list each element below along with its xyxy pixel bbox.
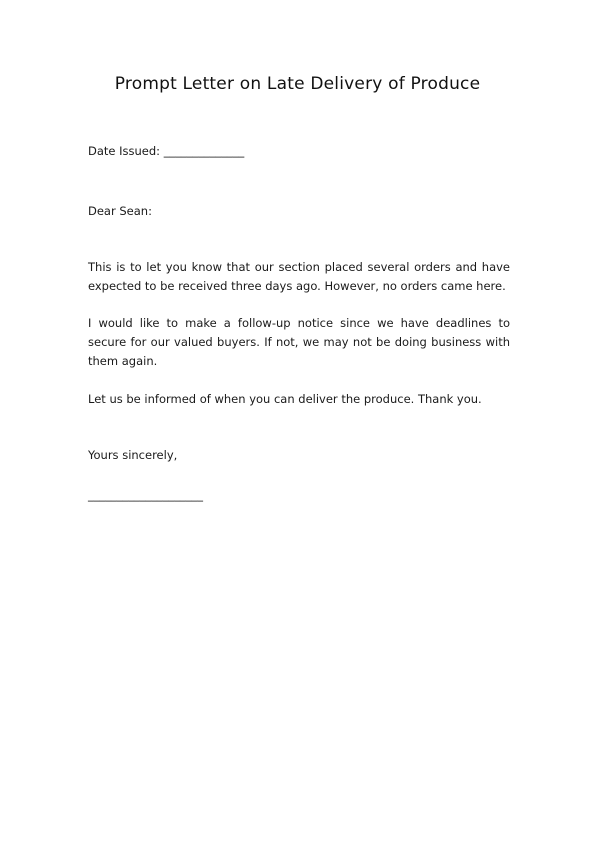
paragraph-2 <box>88 314 510 371</box>
paragraph-line: them again. <box>88 354 158 368</box>
closing: Yours sincerely, <box>88 448 178 462</box>
paragraph-line: This is to let you know that our section placed several orders and have <box>88 260 510 274</box>
paragraph-line: secure for our valued buyers. If not, we may not be doing business with <box>88 335 510 349</box>
paragraph-1 <box>88 258 510 296</box>
paragraph-line: I would like to make a follow-up notice since we have deadlines to <box>88 316 510 330</box>
letter-title: Prompt Letter on Late Delivery of Produce <box>114 74 481 94</box>
salutation: Dear Sean: <box>88 204 152 218</box>
paragraph-3 <box>88 390 510 409</box>
signature-line: ____________________ <box>88 488 203 502</box>
date-issued-line: Date Issued: ______________ <box>88 144 245 158</box>
paragraph-line: expected to be received three days ago. However, no orders came here. <box>88 279 506 293</box>
paragraph-line: Let us be informed of when you can deliver the produce. Thank you. <box>88 392 482 406</box>
